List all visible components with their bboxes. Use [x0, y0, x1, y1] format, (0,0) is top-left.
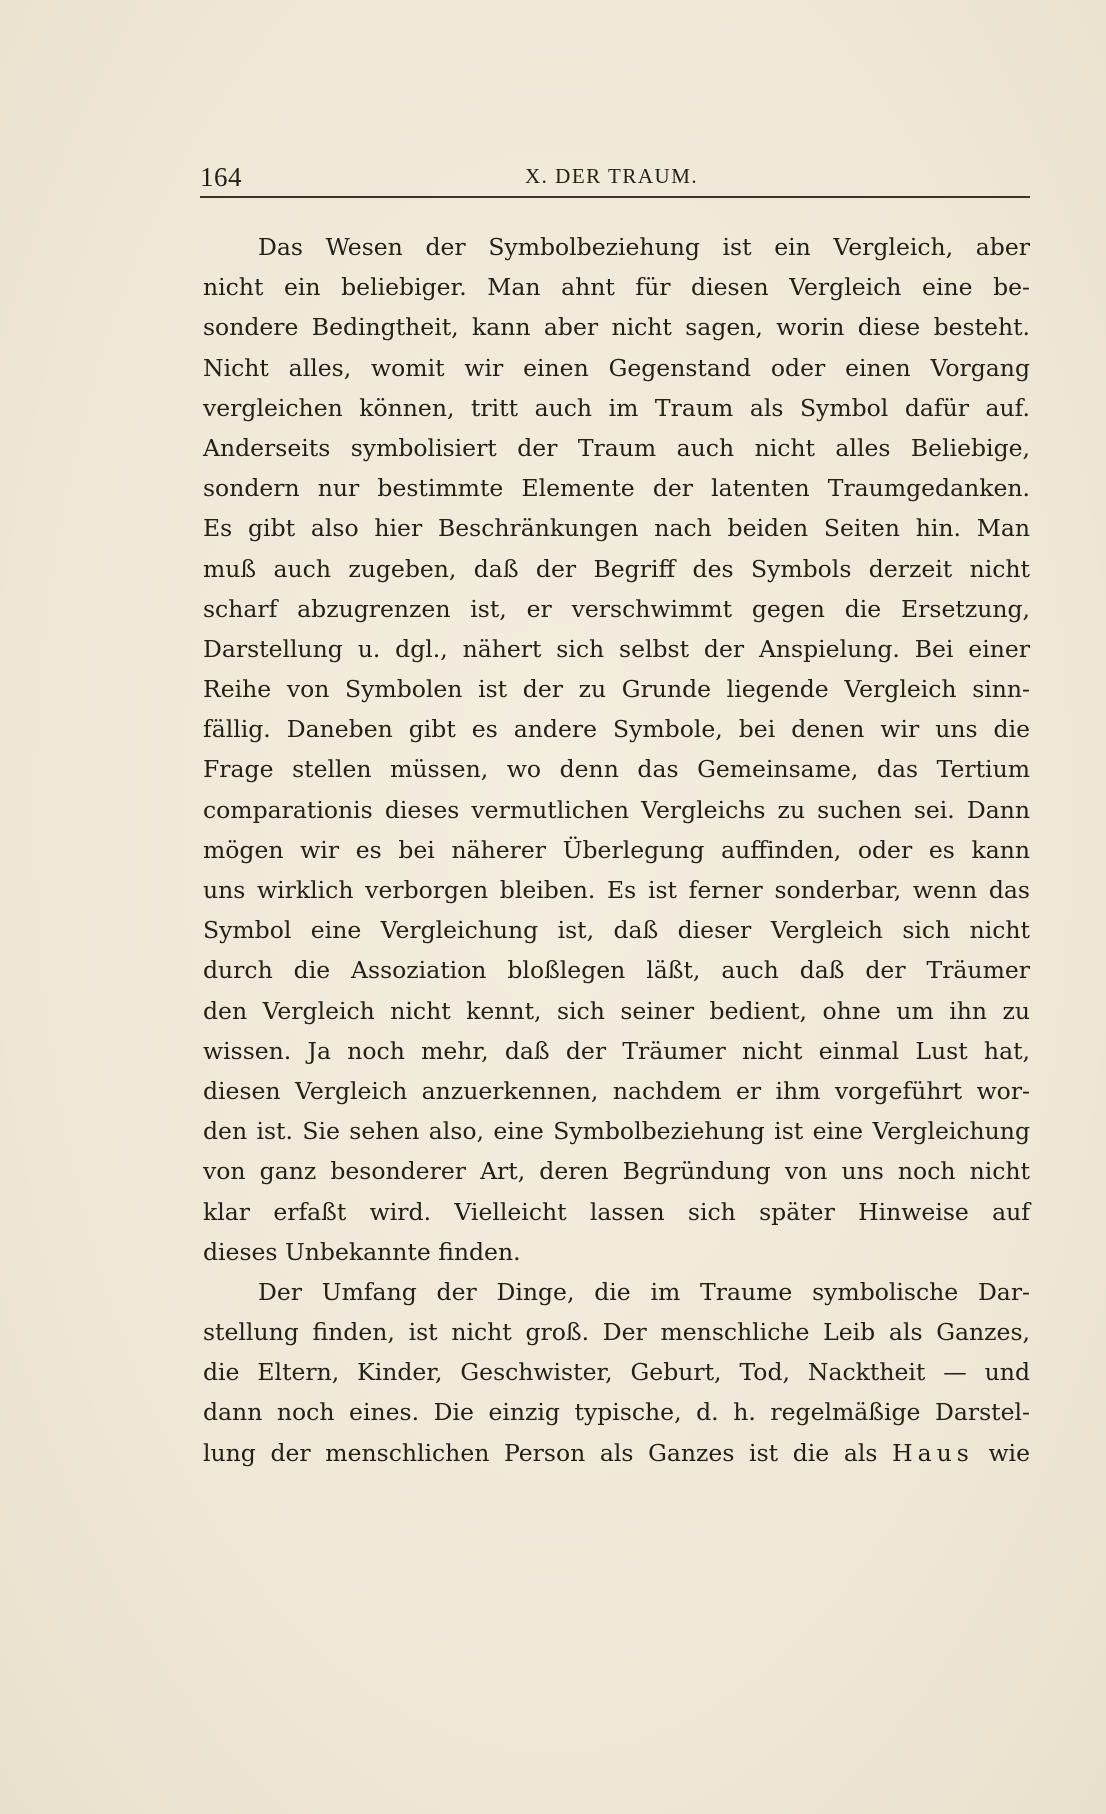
text-line: sondere Bedingtheit, kann aber nicht sagen, worin diese besteht.: [203, 313, 1030, 342]
text-line: sondern nur bestimmte Elemente der latenten Traumgedanken.: [203, 474, 1030, 503]
text-line: Frage stellen müssen, wo denn das Gemeinsame, das Tertium: [203, 755, 1030, 784]
text-line: Das Wesen der Symbolbeziehung ist ein Vergleich, aber: [258, 233, 1030, 261]
page-number: 164: [200, 162, 242, 192]
text-line: Darstellung u. dgl., nähert sich selbst der Anspielung. Bei einer: [203, 634, 1030, 663]
text-line: Reihe von Symbolen ist der zu Grunde liegende Vergleich sinn-: [203, 675, 1030, 704]
text-line: die Eltern, Kinder, Geschwister, Geburt, Tod, Nacktheit — und: [203, 1358, 1030, 1387]
spaced-emphasis: Haus: [892, 1438, 974, 1467]
text-line: von ganz besonderer Art, deren Begründung von uns noch nicht: [203, 1157, 1030, 1186]
text-line: stellung finden, ist nicht groß. Der menschliche Leib als Ganzes,: [203, 1318, 1030, 1347]
text-line: uns wirklich verborgen bleiben. Es ist ferner sonderbar, wenn das: [203, 876, 1030, 904]
text-line: klar erfaßt wird. Vielleicht lassen sich später Hinweise auf: [203, 1197, 1030, 1226]
text-line: diesen Vergleich anzuerkennen, nachdem er ihm vorgeführt wor-: [203, 1076, 1030, 1105]
text-line: Anderseits symbolisiert der Traum auch nicht alles Beliebige,: [203, 433, 1030, 462]
text-line: Nicht alles, womit wir einen Gegenstand oder einen Vorgang: [203, 353, 1030, 382]
text-line: nicht ein beliebiger. Man ahnt für diesen Vergleich eine be-: [203, 273, 1030, 302]
page-header: [200, 160, 1030, 198]
text-segment: lung der menschlichen Person als Ganzes ist die als: [203, 1438, 878, 1467]
text-line: mögen wir es bei näherer Überlegung auffinden, oder es kann: [203, 835, 1030, 864]
text-line: Symbol eine Vergleichung ist, daß dieser Vergleich sich nicht: [203, 916, 1030, 945]
running-head: X. DER TRAUM.: [525, 164, 699, 188]
text-line: dann noch eines. Die einzig typische, d. h. regelmäßige Darstel-: [203, 1398, 1030, 1427]
text-line: dieses Unbekannte finden.: [203, 1237, 521, 1266]
text-line: scharf abzugrenzen ist, er verschwimmt gegen die Ersetzung,: [203, 594, 1030, 623]
text-line: den ist. Sie sehen also, eine Symbolbeziehung ist eine Vergleichung: [203, 1117, 1030, 1146]
text-line: muß auch zugeben, daß der Begriff des Symbols derzeit nicht: [203, 554, 1030, 583]
text-line-final: [203, 1433, 1030, 1473]
text-line: den Vergleich nicht kennt, sich seiner bedient, ohne um ihn zu: [203, 996, 1030, 1025]
text-line: wissen. Ja noch mehr, daß der Träumer nicht einmal Lust hat,: [203, 1036, 1030, 1065]
text-segment: wie: [988, 1438, 1030, 1467]
text-line: Der Umfang der Dinge, die im Traume symbolische Dar-: [258, 1277, 1030, 1306]
text-line: Es gibt also hier Beschränkungen nach beiden Seiten hin. Man: [203, 514, 1030, 543]
text-line: comparationis dieses vermutlichen Vergleichs zu suchen sei. Dann: [203, 795, 1030, 824]
text-line: fällig. Daneben gibt es andere Symbole, bei denen wir uns die: [203, 715, 1030, 744]
text-line: durch die Assoziation bloßlegen läßt, auch daß der Träumer: [203, 956, 1030, 985]
text-line: vergleichen können, tritt auch im Traum als Symbol dafür auf.: [203, 393, 1030, 422]
body-text: [203, 227, 1030, 1473]
